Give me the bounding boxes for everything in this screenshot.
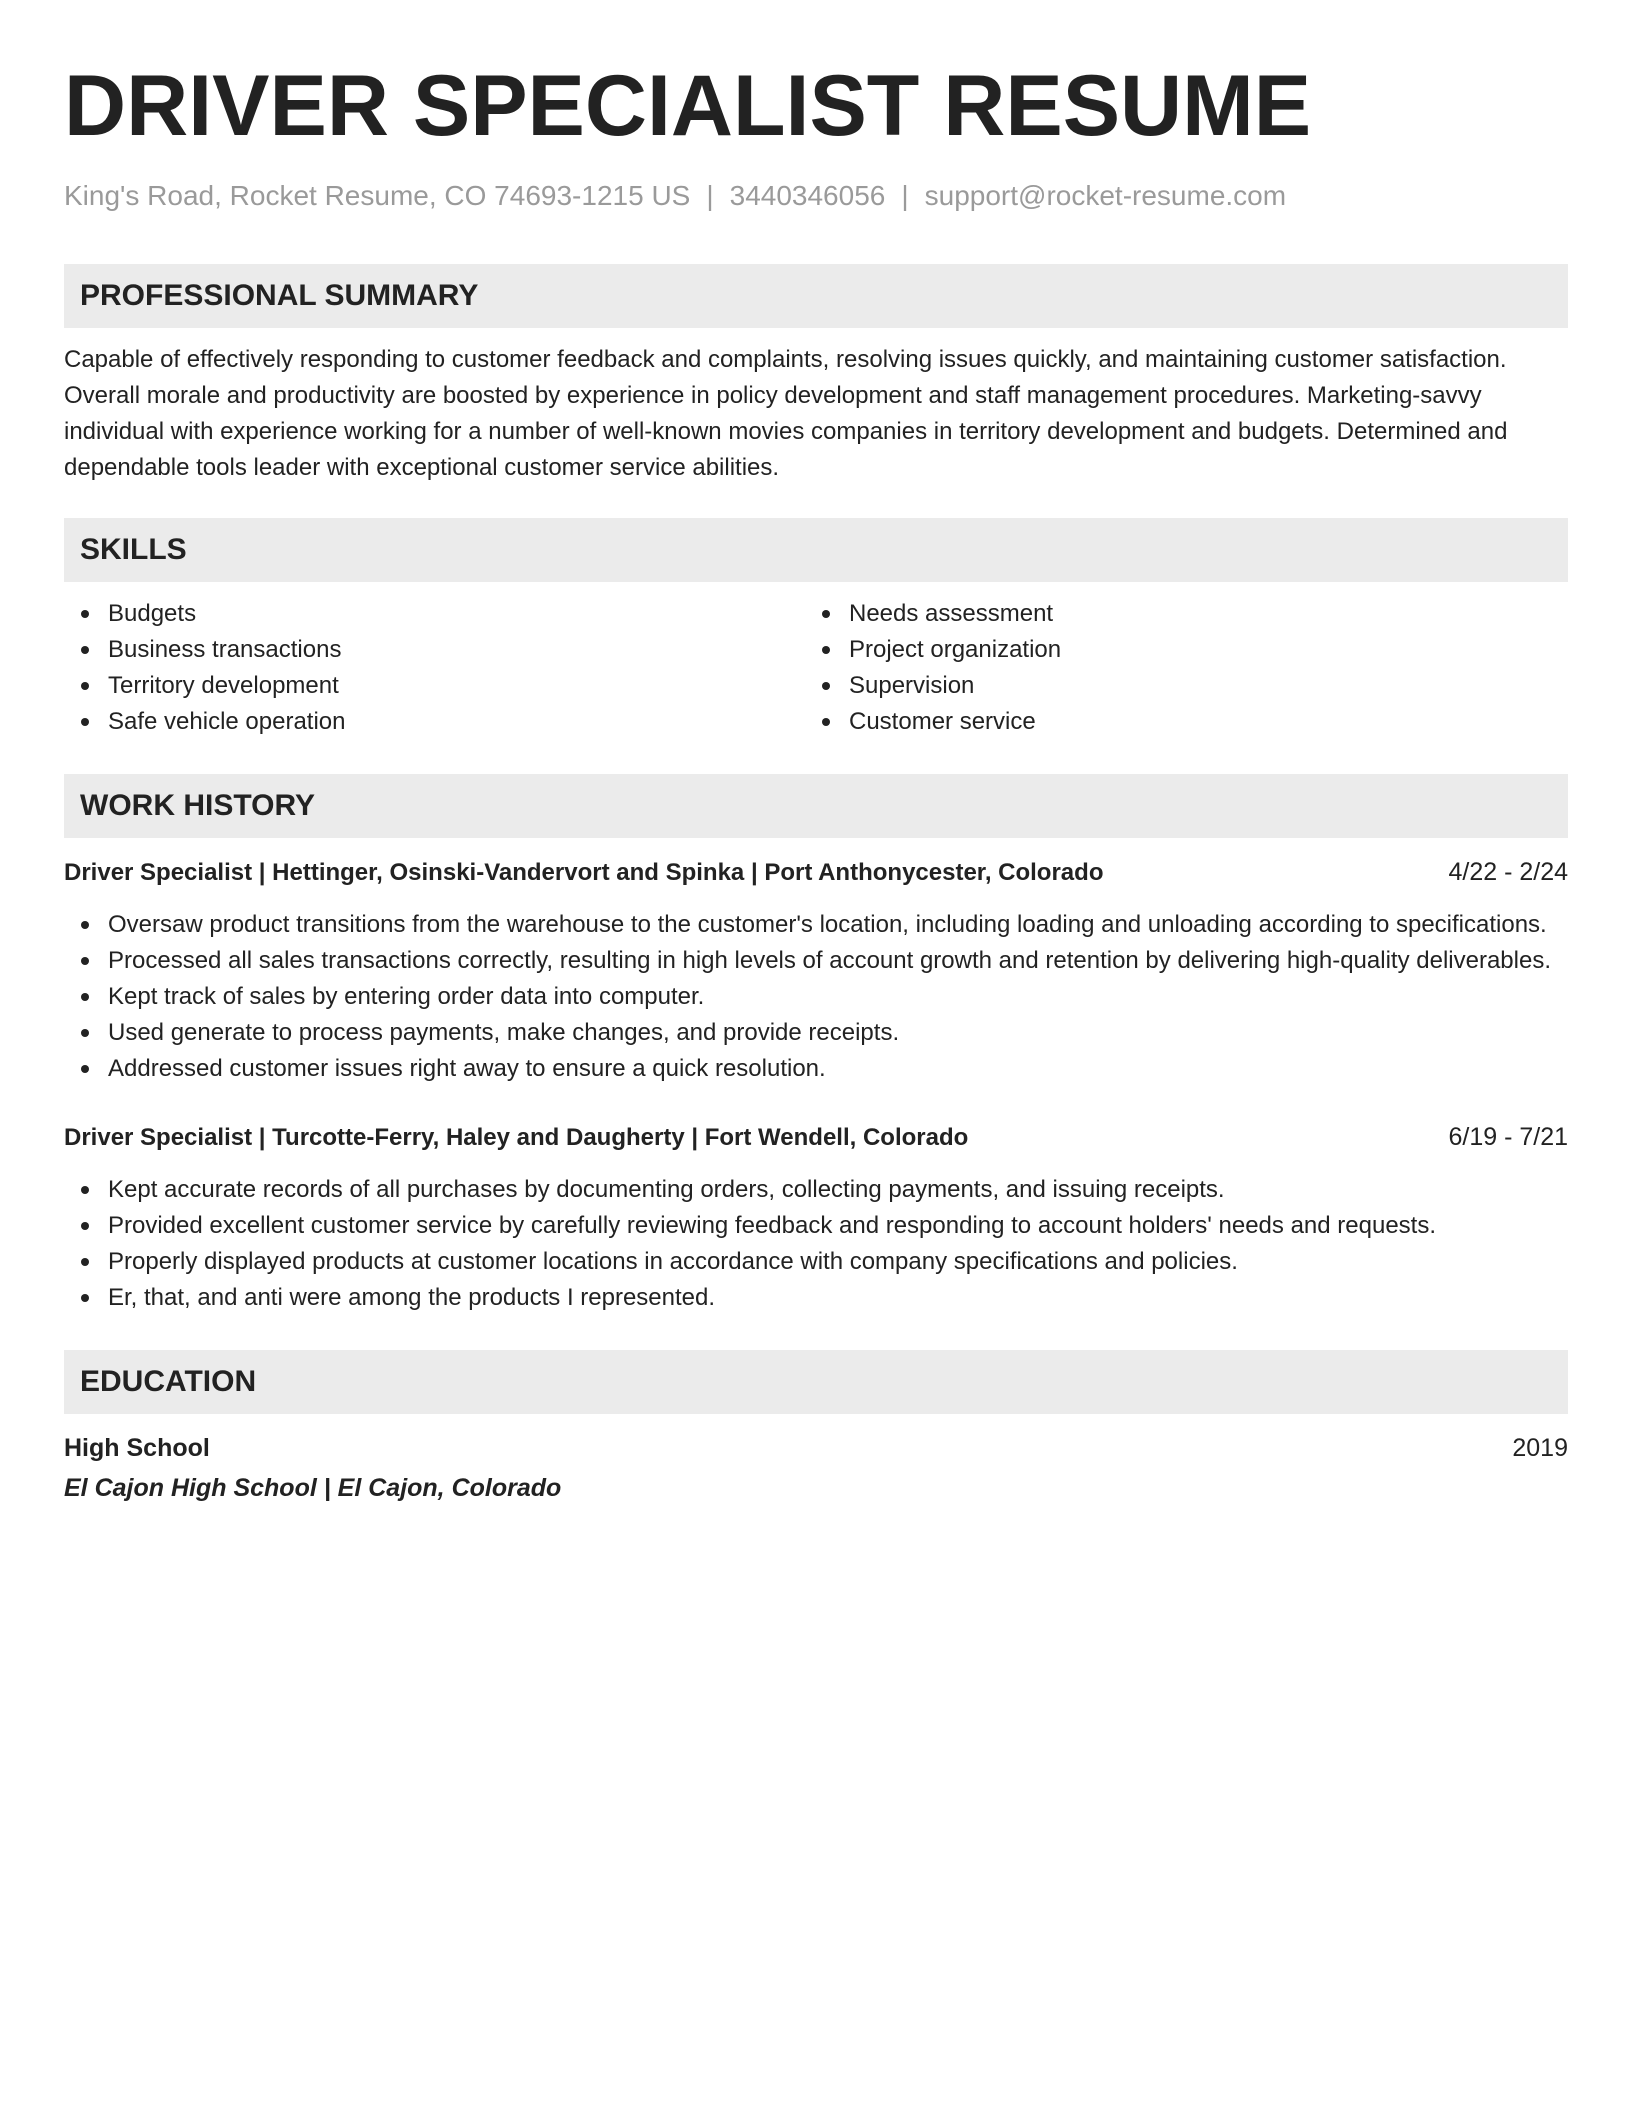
job-bullet-text: Oversaw product transitions from the warehouse to the customer's location, including loading and unloading according to specifications.	[108, 911, 1547, 938]
skill-label: Project organization	[849, 636, 1062, 663]
job-bullet-text: Kept accurate records of all purchases by documenting orders, collecting payments, and issuing receipts.	[108, 1176, 1225, 1203]
job-header	[64, 1119, 1568, 1156]
job-bullet-text: Used generate to process payments, make changes, and provide receipts.	[108, 1019, 900, 1046]
skills-column-left	[64, 596, 805, 740]
bullet-icon	[81, 1186, 89, 1194]
summary-text: Capable of effectively responding to customer feedback and complaints, resolving issues quickly, and maintaining customer satisfaction. Overall morale and productivity are boosted by experience in policy development and staff management procedures. Marketing-savvy individual with experience working for a number of well-known movies companies in territory development and budgets. Determined and dependable tools leader with exceptional customer service abilities.	[64, 346, 1508, 481]
skill-item	[805, 704, 1546, 740]
section-heading: WORK HISTORY	[80, 789, 316, 822]
skill-label: Business transactions	[108, 636, 342, 663]
skill-item	[64, 668, 805, 704]
contact-email: support@rocket-resume.com	[924, 180, 1287, 211]
job-bullet	[64, 1244, 1568, 1280]
job-bullet-text: Properly displayed products at customer locations in accordance with company specifications and policies.	[108, 1248, 1238, 1275]
job-bullet	[64, 1208, 1568, 1244]
bullet-icon	[81, 921, 89, 929]
job-bullet-text: Er, that, and anti were among the products I represented.	[108, 1284, 716, 1311]
job-bullet-text: Addressed customer issues right away to ensure a quick resolution.	[108, 1055, 826, 1082]
skill-item	[64, 632, 805, 668]
section-header-education	[64, 1350, 1568, 1414]
job-title: Driver Specialist | Hettinger, Osinski-Vandervort and Spinka | Port Anthonycester, Colorado	[64, 859, 1104, 886]
bullet-icon	[81, 1222, 89, 1230]
skills-grid	[64, 596, 1568, 740]
skill-label: Needs assessment	[849, 600, 1054, 627]
education-school: El Cajon High School | El Cajon, Colorado	[64, 1474, 562, 1502]
skill-label: Budgets	[108, 600, 197, 627]
bullet-icon	[81, 1294, 89, 1302]
bullet-icon	[822, 610, 830, 618]
contact-address: King's Road, Rocket Resume, CO 74693-1215 US	[64, 180, 691, 211]
job-bullet	[64, 1280, 1568, 1316]
bullet-icon	[81, 1258, 89, 1266]
section-header-work-history	[64, 774, 1568, 838]
skill-label: Supervision	[849, 672, 975, 699]
job-bullet	[64, 907, 1568, 943]
job-bullet-text: Kept track of sales by entering order data into computer.	[108, 983, 705, 1010]
skill-label: Customer service	[849, 708, 1036, 735]
resume-title: DRIVER SPECIALIST RESUME	[64, 58, 1312, 154]
contact-separator: |	[901, 180, 909, 211]
skill-item	[805, 596, 1546, 632]
job-bullets	[64, 1172, 1568, 1316]
job-bullet	[64, 979, 1568, 1015]
job-dates: 6/19 - 7/21	[1448, 1123, 1568, 1151]
job-title: Driver Specialist | Turcotte-Ferry, Haley and Daugherty | Fort Wendell, Colorado	[64, 1124, 969, 1151]
education-header	[64, 1430, 1568, 1466]
job-bullet	[64, 943, 1568, 979]
job-header	[64, 854, 1568, 891]
job-bullet	[64, 1172, 1568, 1208]
skill-label: Safe vehicle operation	[108, 708, 346, 735]
skills-column-right	[805, 596, 1546, 740]
skill-item	[805, 632, 1546, 668]
education-year: 2019	[1512, 1434, 1568, 1462]
bullet-icon	[81, 646, 89, 654]
section-heading: SKILLS	[80, 533, 187, 566]
bullet-icon	[81, 610, 89, 618]
contact-separator: |	[706, 180, 714, 211]
section-header-summary	[64, 264, 1568, 328]
skill-item	[64, 704, 805, 740]
skill-item	[64, 596, 805, 632]
bullet-icon	[81, 682, 89, 690]
bullet-icon	[81, 718, 89, 726]
section-heading: PROFESSIONAL SUMMARY	[80, 279, 479, 312]
job-dates: 4/22 - 2/24	[1448, 858, 1568, 886]
bullet-icon	[81, 957, 89, 965]
contact-line	[64, 178, 1568, 214]
job-bullet	[64, 1051, 1568, 1087]
bullet-icon	[822, 718, 830, 726]
bullet-icon	[81, 1065, 89, 1073]
section-header-skills	[64, 518, 1568, 582]
job-bullet-text: Provided excellent customer service by carefully reviewing feedback and responding to account holders' needs and requests.	[108, 1212, 1437, 1239]
contact-phone: 3440346056	[729, 180, 886, 211]
skill-label: Territory development	[108, 672, 339, 699]
bullet-icon	[81, 993, 89, 1001]
bullet-icon	[822, 646, 830, 654]
education-degree: High School	[64, 1434, 210, 1462]
section-heading: EDUCATION	[80, 1365, 257, 1398]
job-bullets	[64, 907, 1568, 1087]
bullet-icon	[822, 682, 830, 690]
skill-item	[805, 668, 1546, 704]
bullet-icon	[81, 1029, 89, 1037]
job-bullet-text: Processed all sales transactions correctly, resulting in high levels of account growth and retention by delivering high-quality deliverables.	[108, 947, 1551, 974]
job-bullet	[64, 1015, 1568, 1051]
